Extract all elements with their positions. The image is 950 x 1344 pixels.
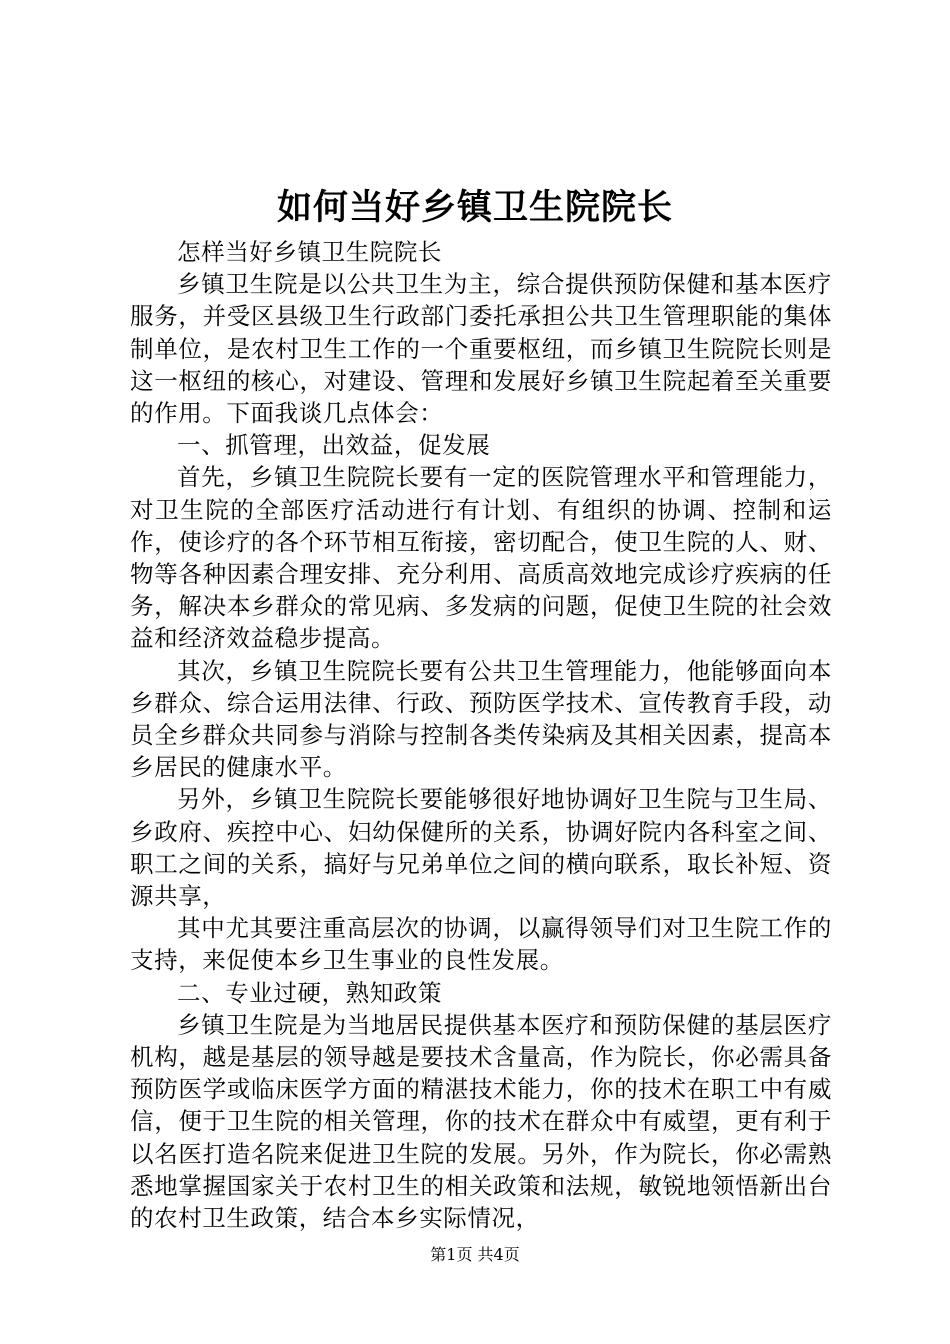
paragraph: 首先，乡镇卫生院院长要有一定的医院管理水平和管理能力，对卫生院的全部医疗活动进行有计划、有组织的协调、控制和运作，使诊疗的各个环节相互衔接，密切配合，使卫生院的人、财、物等各种因素合理安排、充分利用、高质高效地完成诊疗疾病的任务，解决本乡群众的常见病、多发病的问题，促使卫生院的社会效益和经济效益稳步提高。 — [130, 463, 832, 653]
paragraph-subtitle: 怎样当好乡镇卫生院院长 — [177, 238, 443, 266]
paragraph: 其次，乡镇卫生院院长要有公共卫生管理能力，他能够面向本乡群众、综合运用法律、行政、预防医学技术、宣传教育手段，动员全乡群众共同参与消除与控制各类传染病及其相关因素，提高本乡居民的健康水平。 — [130, 656, 832, 782]
document-title: 如何当好乡镇卫生院院长 — [276, 187, 673, 228]
section-heading-2: 二、专业过硬，熟知政策 — [177, 978, 443, 1007]
paragraph-intro: 乡镇卫生院是以公共卫生为主，综合提供预防保健和基本医疗服务，并受区县级卫生行政部门委托承担公共卫生管理职能的集体制单位，是农村卫生工作的一个重要枢纽，而乡镇卫生院院长则是这一枢纽的核心，对建设、管理和发展好乡镇卫生院起着至关重要的作用。下面我谈几点体会： — [130, 270, 832, 428]
section-heading-1: 一、抓管理，出效益，促发展 — [177, 431, 491, 460]
document-body — [130, 236, 832, 1234]
page-number-footer: 第1页 共4页 — [430, 1245, 520, 1264]
paragraph: 乡镇卫生院是为当地居民提供基本医疗和预防保健的基层医疗机构，越是基层的领导越是要技术含量高，作为院长，你必需具备预防医学或临床医学方面的精湛技术能力，你的技术在职工中有威信，便于卫生院的相关管理，你的技术在群众中有威望，更有利于以名医打造名院来促进卫生院的发展。另外，作为院长，你必需熟悉地掌握国家关于农村卫生的相关政策和法规，敏锐地领悟新出台的农村卫生政策，结合本乡实际情况， — [130, 1010, 832, 1233]
paragraph: 另外，乡镇卫生院院长要能够很好地协调好卫生院与卫生局、乡政府、疾控中心、妇幼保健所的关系，协调好院内各科室之间、职工之间的关系，搞好与兄弟单位之间的横向联系，取长补短、资源共享， — [130, 785, 832, 911]
paragraph: 其中尤其要注重高层次的协调，以赢得领导们对卫生院工作的支持，来促使本乡卫生事业的良性发展。 — [130, 914, 832, 975]
